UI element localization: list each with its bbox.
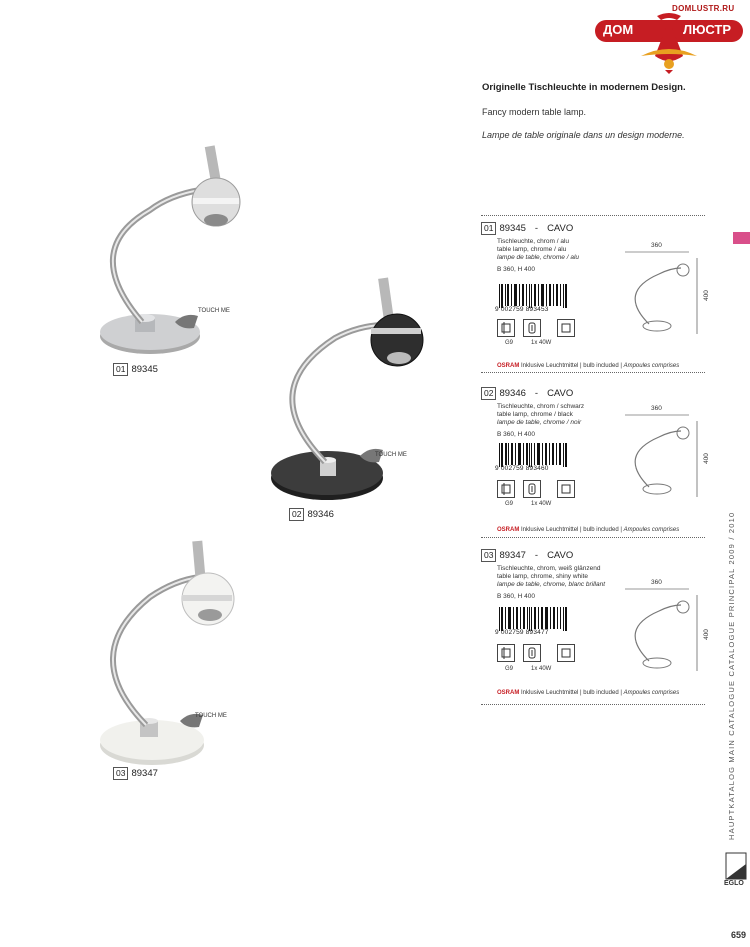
socket-type: G9: [505, 501, 514, 507]
osram-english: bulb included: [583, 363, 619, 369]
product-index: 03: [113, 767, 128, 780]
spec-block-89346: [481, 387, 710, 539]
product-name: CAVO: [547, 550, 574, 561]
osram-german: Inklusive Leuchtmittel: [521, 363, 579, 369]
osram-french: Ampoules comprises: [623, 363, 680, 369]
bulb-icon: [523, 319, 541, 337]
product-code: 89347: [131, 768, 158, 779]
osram-note: OSRAM Inklusive Leuchtmittel | bulb included | Ampoules comprises: [497, 690, 680, 696]
osram-english: bulb included: [583, 527, 619, 533]
osram-english: bulb included: [583, 690, 619, 696]
spec-divider: [481, 372, 705, 373]
separator: -: [534, 550, 539, 561]
bulb-wattage: 1x 40W: [531, 666, 552, 672]
socket-icon: [497, 644, 515, 662]
touch-label: TOUCH ME: [375, 452, 407, 458]
socket-type: G9: [505, 666, 514, 672]
description-english: table lamp, chrome, shiny white: [497, 573, 589, 580]
domlustr-logo[interactable]: [595, 12, 743, 74]
dimension-width: 360: [651, 579, 662, 586]
bulb-icon: [523, 644, 541, 662]
product-code: 89345: [131, 364, 158, 375]
description-german: Tischleuchte, chrom, weiß glänzend: [497, 565, 601, 572]
intro-french: Lampe de table originale dans un design moderne.: [482, 130, 685, 140]
osram-french: Ampoules comprises: [623, 690, 680, 696]
intro-german: Originelle Tischleuchte in modernem Design.: [482, 82, 686, 93]
dimension-height: 400: [702, 453, 710, 464]
product-index: 02: [481, 387, 496, 400]
socket-icon: [497, 319, 515, 337]
site-url[interactable]: DOMLUSTR.RU: [672, 4, 735, 13]
dimension-sketch: [619, 579, 703, 679]
socket-icon: [497, 480, 515, 498]
product-code: 89345: [499, 223, 526, 234]
dimension-sketch: [619, 242, 703, 342]
product-label-89346: [289, 508, 334, 521]
protection-class-icon: [557, 480, 575, 498]
product-label-89347: [113, 767, 158, 780]
spec-icons: [497, 644, 575, 662]
product-name: CAVO: [547, 223, 574, 234]
barcode-number: 9 002759 893460: [495, 465, 549, 472]
lamp-photo-89347: [90, 535, 260, 767]
barcode-number: 9 002759 893453: [495, 306, 549, 313]
spec-block-89345: [481, 222, 710, 374]
logo-text-right: ЛЮСТР: [683, 22, 732, 37]
dimensions: B 360, H 400: [497, 431, 535, 438]
protection-class-icon: [557, 644, 575, 662]
product-index: 03: [481, 549, 496, 562]
page-number: 659: [731, 930, 747, 940]
osram-note: OSRAM Inklusive Leuchtmittel | bulb included | Ampoules comprises: [497, 527, 680, 533]
description-german: Tischleuchte, chrom / alu: [497, 238, 570, 245]
dimension-sketch: [619, 405, 703, 505]
socket-type: G9: [505, 340, 514, 346]
bulb-wattage: 1x 40W: [531, 340, 552, 346]
protection-class-icon: [557, 319, 575, 337]
bulb-icon: [523, 480, 541, 498]
dimension-width: 360: [651, 405, 662, 412]
osram-note: OSRAM Inklusive Leuchtmittel | bulb included | Ampoules comprises: [497, 363, 680, 369]
separator: -: [534, 223, 539, 234]
dimensions: B 360, H 400: [497, 266, 535, 273]
description-english: table lamp, chrome / black: [497, 411, 573, 418]
spec-divider: [481, 537, 705, 538]
dimension-height: 400: [702, 290, 710, 301]
spec-block-89347: [481, 549, 710, 709]
spec-header: [481, 549, 705, 562]
spec-divider: [481, 704, 705, 705]
product-name: CAVO: [547, 388, 574, 399]
product-index: 01: [481, 222, 496, 235]
product-label-89345: [113, 363, 158, 376]
touch-label: TOUCH ME: [198, 308, 230, 314]
dimension-height: 400: [702, 629, 710, 640]
logo-text-left: ДОМ: [603, 22, 634, 37]
spec-header: [481, 222, 705, 235]
barcode-number: 9 002759 893477: [495, 629, 549, 636]
lamp-photo-89345: [90, 140, 260, 365]
osram-french: Ampoules comprises: [623, 527, 680, 533]
eglo-brand: EGLO: [724, 880, 744, 887]
description-french: lampe de table, chrome / noir: [497, 419, 582, 426]
catalogue-vertical-label: HAUPTKATALOG MAIN CATALOGUE CATALOGUE PRINCIPAL 2009 / 2010: [727, 511, 736, 840]
product-code: 89346: [307, 509, 334, 520]
lamp-photo-89346: [265, 270, 435, 505]
description-french: lampe de table, chrome / alu: [497, 254, 580, 261]
description-french: lampe de table, chrome, blanc brillant: [497, 581, 606, 588]
spec-icons: [497, 319, 575, 337]
osram-brand: OSRAM: [497, 527, 520, 533]
osram-german: Inklusive Leuchtmittel: [521, 527, 579, 533]
dimensions: B 360, H 400: [497, 593, 535, 600]
product-code: 89347: [499, 550, 526, 561]
intro-english: Fancy modern table lamp.: [482, 107, 587, 117]
section-color-tab: [733, 232, 750, 244]
osram-brand: OSRAM: [497, 690, 520, 696]
dimension-width: 360: [651, 242, 662, 249]
product-index: 01: [113, 363, 128, 376]
osram-german: Inklusive Leuchtmittel: [521, 690, 579, 696]
top-divider: [481, 215, 705, 216]
osram-brand: OSRAM: [497, 363, 520, 369]
spec-header: [481, 387, 705, 400]
description-german: Tischleuchte, chrom / schwarz: [497, 403, 585, 410]
description-english: table lamp, chrome / alu: [497, 246, 567, 253]
product-code: 89346: [499, 388, 526, 399]
touch-label: TOUCH ME: [195, 713, 227, 719]
separator: -: [534, 388, 539, 399]
spec-icons: [497, 480, 575, 498]
bulb-wattage: 1x 40W: [531, 501, 552, 507]
product-index: 02: [289, 508, 304, 521]
